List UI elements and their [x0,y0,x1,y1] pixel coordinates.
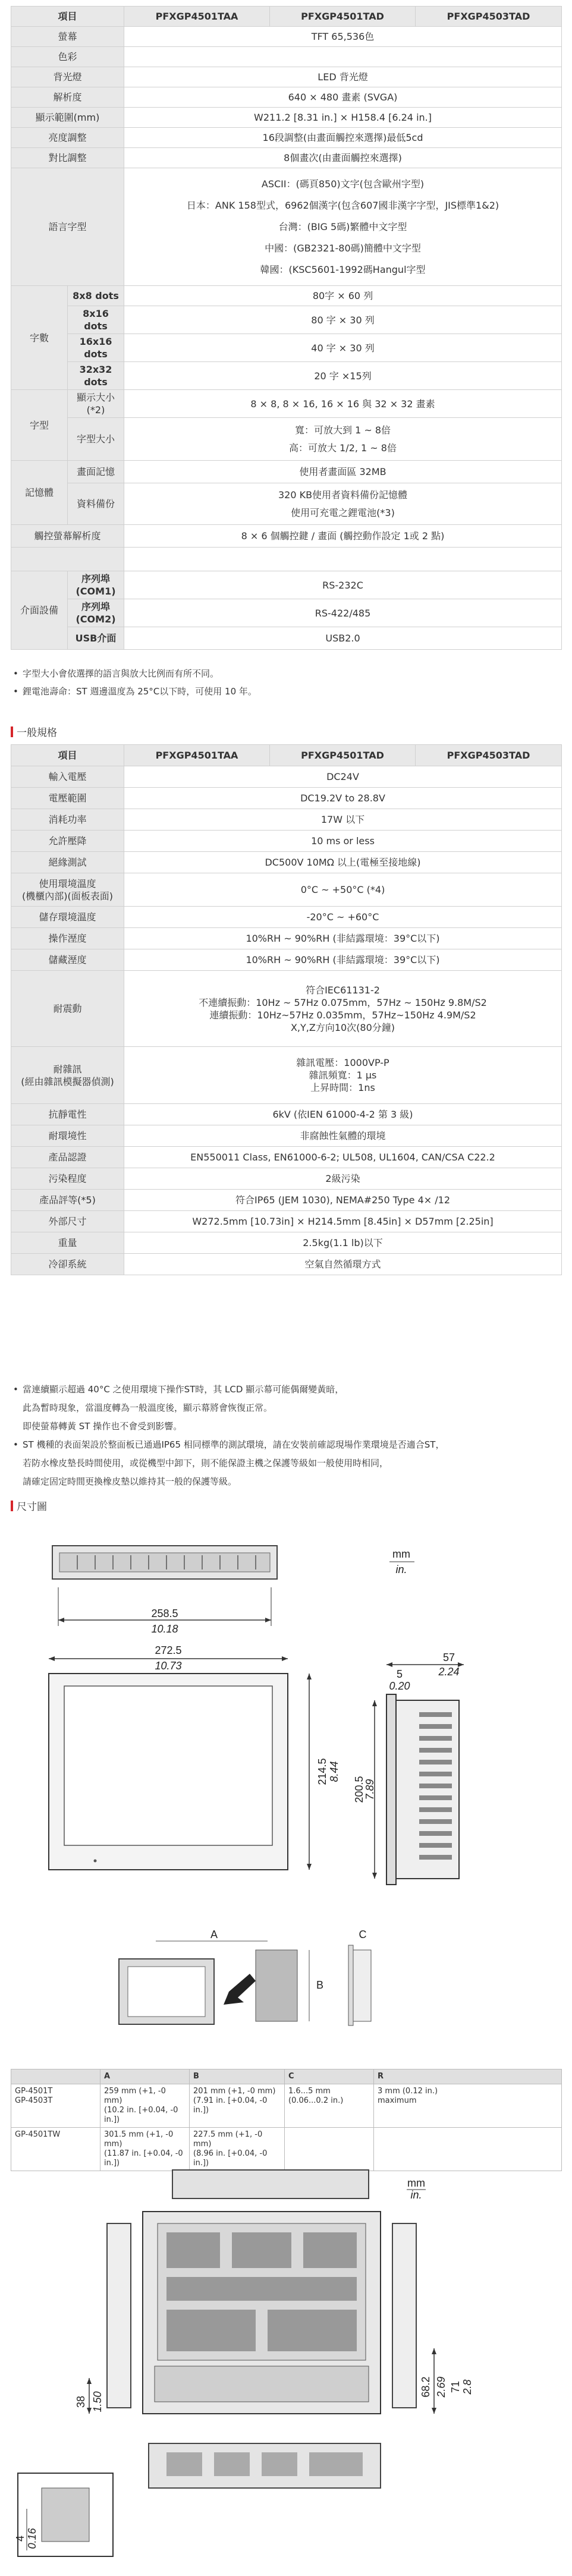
row-label [11,1147,124,1168]
cell-line: 1.6...5 mm [288,2087,331,2096]
row-sublabel: 序列埠(COM1) [68,571,124,599]
row-value: 8 × 8, 8 × 16, 16 × 16 與 32 × 32 畫素 [124,390,562,418]
note-line: 若防水橡皮墊長時間使用，或從機型中卸下，則不能保證主機之保護等級如一般使用時相同， [23,1458,389,1468]
label-line: 消耗功率 [48,814,87,825]
table-row [11,334,562,362]
table-row [11,362,562,390]
value-line: DC19.2V to 28.8V [300,792,385,804]
value-line: W272.5mm [10.73in] × H214.5mm [8.45in] × D57mm [2.25in] [192,1216,494,1227]
row-value: 640 × 480 畫素 (SVGA) [124,87,562,108]
row-value [124,949,562,971]
row-sublabel: 16x16 dots [68,334,124,362]
label-line: 絕緣測試 [48,857,87,868]
value-line: -20°C ~ +60°C [306,911,379,923]
table-row [11,87,562,108]
row-label: 觸控螢幕解析度 [11,525,124,548]
table-row [11,1254,562,1275]
row-label: 對比調整 [11,148,124,168]
header-cell: C [285,2069,374,2084]
value-line: 320 KB使用者資料備份記憶體 [278,489,408,501]
front-width-mm: 272.5 [155,1644,182,1656]
row-sublabel: 資料備份 [68,483,124,525]
value-line: 符合IEC61131-2 [306,984,380,996]
table-row [11,461,562,483]
value-line: 使用可充電之鋰電池(*3) [291,507,395,518]
font-line: 台灣：(BIG 5碼)繁體中文字型 [278,221,407,232]
row-label [11,1104,124,1125]
c-cell [285,2084,374,2128]
dimension-drawing-rear [0,2152,572,2568]
row-value [124,483,562,525]
label-line: 電壓範圍 [48,792,87,804]
value-line: DC24V [326,771,359,782]
label-b: B [316,1979,324,1991]
row-label [11,1232,124,1254]
table-row [11,599,562,627]
row-label: 顯示範圍(mm) [11,108,124,128]
table-row-blank [11,548,562,571]
row-value [124,1125,562,1147]
blank-cell [11,548,124,571]
row-value [124,928,562,949]
label-line: 外部尺寸 [48,1216,87,1227]
table-row [11,907,562,928]
value-line: 上昇時間：1ns [310,1082,375,1093]
detail-view [14,2473,113,2556]
value-line: 0°C ~ +50°C (*4) [300,884,385,895]
display-spec-table [11,6,562,650]
row-value [124,809,562,831]
display-notes [13,665,560,700]
row-label [11,1168,124,1190]
iface-label: 介面設備 [11,571,68,650]
label-line: 耐雜訊 [53,1063,82,1075]
bottom-left-mm: 4 [14,2535,26,2542]
label-c: C [359,1929,367,1940]
row-value: 16段調整(由畫面觸控來選擇)最低5cd [124,128,562,148]
note-line: 此為暫時現象，當溫度轉為一般溫度後，顯示幕將會恢復正常。 [23,1402,273,1413]
section-title-text: 尺寸圖 [17,1501,47,1513]
cell-line: in.]) [104,2159,120,2168]
front-view [49,1644,340,1870]
side-view [353,1652,464,1885]
value-line: 雜訊頻寬：1 μs [309,1070,377,1081]
row-value: TFT 65,536色 [124,27,562,47]
bottom-h1-mm: 38 [75,2395,87,2408]
row-value [124,418,562,461]
note-line: • 當連續顯示超過 40°C 之使用環境下操作ST時，其 LCD 顯示幕可能偶爾變黃暗， [23,1384,344,1395]
row-sublabel: 8x8 dots [68,286,124,306]
label-line: (經由雜訊模擬器偵測) [21,1075,114,1087]
table-row [11,809,562,831]
table-row [11,128,562,148]
row-sublabel: 8x16 dots [68,306,124,334]
row-label [11,1254,124,1275]
table-row [11,571,562,599]
row-value [124,1190,562,1211]
unit-mm: mm [392,1548,410,1560]
row-value [124,1232,562,1254]
table-header-row [11,7,562,27]
header-model-1: PFXGP4501TAA [124,7,270,27]
label-line: 產品認證 [48,1152,87,1163]
value-line: 非腐蝕性氣體的環境 [300,1130,386,1141]
table-row [11,788,562,809]
value-line: DC500V 10MΩ 以上(電極至接地線) [265,857,421,868]
table-row [11,831,562,852]
inner-height-in: 7.89 [364,1779,376,1800]
label-line: 抗靜電性 [48,1109,87,1120]
header-model-2: PFXGP4501TAD [270,7,416,27]
row-label [11,949,124,971]
bottom-view [149,2443,381,2488]
row-sublabel: 序列埠(COM2) [68,599,124,627]
value-line: 符合IP65 (JEM 1030), NEMA#250 Type 4× /12 [235,1194,451,1206]
cell-line: (7.91 in. [+0.04, -0 in.]) [193,2096,268,2115]
label-line: 輸入電壓 [48,771,87,782]
table-row [11,1125,562,1147]
row-value [124,1211,562,1232]
side-depth-in: 2.24 [438,1666,460,1678]
value-line: 10%RH ~ 90%RH (非結露環境：39°C以下) [246,933,440,944]
row-value [124,1104,562,1125]
value-line: 雜訊電壓：1000VP-P [296,1057,389,1068]
label-line: 耐震動 [53,1003,82,1014]
table-row [11,1190,562,1211]
general-spec-table [11,744,562,1275]
label-line: 冷卻系統 [48,1259,87,1270]
table-row [11,418,562,461]
row-label [11,1190,124,1211]
front-width-in: 10.73 [155,1660,182,1672]
section-title-text: 一般規格 [17,727,57,739]
row-label: 解析度 [11,87,124,108]
note-item: • 鋰電池壽命：ST 週邊溫度為 25°C以下時，可使用 10 年。 [13,682,560,700]
table-row-font [11,168,562,286]
value-line: 10%RH ~ 90%RH (非結露環境：39°C以下) [246,954,440,965]
cell-line: GP-4503T [15,2096,53,2105]
value-line: 2級污染 [325,1173,360,1184]
row-value [124,1047,562,1104]
label-line: 允許壓降 [48,835,87,847]
cell-line: 201 mm (+1, -0 mm) [193,2087,276,2096]
header-model-1: PFXGP4501TAA [124,745,270,766]
section-marker [11,726,13,737]
blank-cell [124,548,562,571]
table-header-row [11,745,562,766]
side-thickness-in: 0.20 [389,1680,410,1692]
unit-legend [389,1548,414,1575]
note-item [13,1436,560,1491]
table-row [11,766,562,788]
table-row [11,1104,562,1125]
row-label [11,928,124,949]
value-line: 17W 以下 [320,814,365,825]
top-view [52,1546,277,1635]
row-sublabel: USB介面 [68,627,124,650]
row-label [11,873,124,907]
bottom-h1-in: 1.50 [92,2391,103,2413]
font-line: 中國：(GB2321-80碼)簡體中文字型 [265,242,421,254]
value-line: 寬：可放大到 1 ~ 8倍 [295,424,391,436]
row-value: 8個畫次(由畫面觸控來選擇) [124,148,562,168]
row-value [124,1168,562,1190]
table-row [11,928,562,949]
label-line: 產品評等(*5) [39,1194,96,1206]
table-row [11,286,562,306]
row-label: 螢幕 [11,27,124,47]
bottom-h2-mm: 68.2 [420,2376,432,2398]
value-line: 連續振動：10Hz~57Hz 0.035mm，57Hz~150Hz 4.9M/S2 [209,1009,476,1021]
type-label: 字型 [11,390,68,461]
label-line: 使用環境溫度 [39,877,96,889]
cell-line: GP-4501TW [15,2130,61,2139]
table-row [11,108,562,128]
row-value: 使用者畫面區 32MB [124,461,562,483]
table-row [11,1232,562,1254]
general-table-body [11,766,562,1275]
label-line: (機櫃內部)(面板表面) [22,890,113,902]
cell-line: 301.5 mm (+1, -0 mm) [104,2130,174,2149]
row-label: 色彩 [11,47,124,67]
value-line: 6kV (依IEN 61000-4-2 第 3 級) [272,1109,413,1120]
bottom-h2-in: 2.69 [435,2376,447,2398]
cell-line: GP-4501T [15,2087,53,2096]
a-cell [100,2084,190,2128]
cell-line: (11.87 in. [+0.04, -0 [104,2149,183,2158]
row-label [11,1211,124,1232]
label-line: 耐環境性 [48,1130,87,1141]
value-line: 10 ms or less [311,835,375,847]
row-value: 80 字 × 30 列 [124,306,562,334]
r-cell [374,2084,562,2128]
dimension-section-title [11,1498,47,1513]
row-sublabel: 畫面記憶 [68,461,124,483]
rear-view [75,2212,473,2414]
row-sublabel: 字型大小 [68,418,124,461]
row-value [124,971,562,1047]
row-value: 80字 × 60 列 [124,286,562,306]
row-value [124,1147,562,1168]
row-label: 亮度調整 [11,128,124,148]
row-value [124,788,562,809]
row-value [124,47,562,67]
row-label [11,788,124,809]
header-cell [11,2069,100,2084]
cell-line: in.]) [104,2115,120,2124]
header-model-3: PFXGP4503TAD [416,745,562,766]
dimension-drawing-main [0,1522,572,2057]
header-cell: R [374,2069,562,2084]
table-row [11,873,562,907]
cell-line: (0.06...0.2 in.) [288,2096,344,2105]
bottom-left-in: 0.16 [26,2528,38,2549]
row-value: LED 背光燈 [124,67,562,87]
row-label [11,852,124,873]
row-value: 40 字 × 30 列 [124,334,562,362]
rear-top-view [172,2170,369,2198]
note-item [13,1380,560,1436]
row-label [11,907,124,928]
table-row [11,67,562,87]
row-label [11,766,124,788]
cell-line: 3 mm (0.12 in.) [378,2087,438,2096]
note-line: 請確定固定時間更換橡皮墊以維持其一般的保護等級。 [23,1476,237,1487]
note-line: 即使螢幕轉黃 ST 操作也不會受到影響。 [23,1421,183,1432]
row-sublabel: 顯示大小(*2) [68,390,124,418]
label-line: 操作溼度 [48,933,87,944]
side-depth-mm: 57 [442,1652,455,1663]
row-value [124,852,562,873]
header-model-3: PFXGP4503TAD [416,7,562,27]
general-section-title [11,724,57,739]
value-line: X,Y,Z方向10次(80分鐘) [290,1021,395,1033]
table-row [11,525,562,548]
row-label [11,971,124,1047]
font-line: ASCII：(碼頁850)文字(包含歐州字型) [261,178,425,190]
table-row [11,1168,562,1190]
table-row [11,949,562,971]
side-thickness-mm: 5 [396,1668,403,1680]
row-sublabel: 32x32 dots [68,362,124,390]
header-item: 項目 [11,7,124,27]
table-row [11,390,562,418]
font-line: 日本：ANK 158型式，6962個漢字(包含607國非漢字字型，JIS標準1&2) [186,199,499,211]
row-value [124,907,562,928]
row-value: 8 × 6 個觸控鍵 / 畫面 (觸控動作設定 1或 2 點) [124,525,562,548]
row-value: 20 字 ×15列 [124,362,562,390]
table-row [11,971,562,1047]
top-width-mm: 258.5 [151,1608,178,1619]
cell-line: maximum [378,2096,417,2105]
row-label [11,831,124,852]
row-label: 背光燈 [11,67,124,87]
font-label: 語言字型 [11,168,124,286]
header-item: 項目 [11,745,124,766]
table-row [11,483,562,525]
unit-in: in. [410,2189,422,2201]
table-row [11,1047,562,1104]
table-row [11,27,562,47]
label-line: 儲藏溼度 [48,954,87,965]
b-cell [190,2084,285,2128]
inner-height-mm: 200.5 [353,1776,365,1803]
table-row [11,1147,562,1168]
header-cell: A [100,2069,190,2084]
mem-label: 記憶體 [11,461,68,525]
section-marker [11,1501,13,1511]
row-value: RS-422/485 [124,599,562,627]
header-cell: B [190,2069,285,2084]
row-label [11,1047,124,1104]
font-value [124,168,562,286]
label-a: A [210,1929,218,1940]
value-line: 2.5kg(1.1 lb)以下 [303,1237,383,1248]
value-line: 高：可放大 1/2, 1 ~ 8倍 [289,442,397,454]
cell-line: 227.5 mm (+1, -0 mm) [193,2130,263,2149]
table-row [11,148,562,168]
front-height-in: 8.44 [328,1761,340,1782]
rear-unit-legend [407,2177,426,2201]
label-line: 污染程度 [48,1173,87,1184]
table-row [11,2084,562,2128]
note-line: • ST 機種的表面架設於整面板已通過IP65 相同標準的測試環境，請在安裝前確認現場作業環境是否適合ST， [23,1439,445,1450]
general-notes [13,1380,560,1491]
cell-line: (10.2 in. [+0.04, -0 [104,2106,178,2115]
value-line: EN550011 Class, EN61000-6-2; UL508, UL1604, CAN/CSA C22.2 [190,1152,495,1163]
value-line: 空氣自然循環方式 [304,1259,381,1270]
table-row [11,306,562,334]
table-row [11,852,562,873]
panel-cut-diagram [119,1929,371,2025]
table-row [11,1211,562,1232]
row-value [124,1254,562,1275]
table-row [11,47,562,67]
label-line: 重量 [58,1237,77,1248]
header-model-2: PFXGP4501TAD [270,745,416,766]
row-value [124,873,562,907]
front-height-mm: 214.5 [316,1758,328,1785]
row-label [11,809,124,831]
char-label: 字數 [11,286,68,390]
row-value: W211.2 [8.31 in.] × H158.4 [6.24 in.] [124,108,562,128]
bottom-h3-mm: 71 [450,2380,461,2393]
row-value: USB2.0 [124,627,562,650]
bottom-h3-in: 2.8 [461,2379,473,2395]
table-header-row [11,2069,562,2084]
unit-mm: mm [407,2177,425,2189]
cell-line: (8.96 in. [+0.04, -0 in.]) [193,2149,268,2168]
row-value: RS-232C [124,571,562,599]
note-item: • 字型大小會依選擇的語言與放大比例而有所不同。 [13,665,560,682]
cell-line: 259 mm (+1, -0 mm) [104,2087,166,2105]
font-line: 韓國：(KSC5601-1992碼Hangul字型 [260,263,426,275]
top-width-in: 10.18 [151,1623,178,1635]
row-value [124,766,562,788]
row-label [11,1125,124,1147]
unit-in: in. [395,1564,407,1575]
model-cell [11,2084,100,2128]
value-line: 不連續振動：10Hz ~ 57Hz 0.075mm，57Hz ~ 150Hz 9.8M/S2 [199,996,487,1008]
table-row [11,627,562,650]
row-value [124,831,562,852]
label-line: 儲存環境溫度 [39,911,96,923]
